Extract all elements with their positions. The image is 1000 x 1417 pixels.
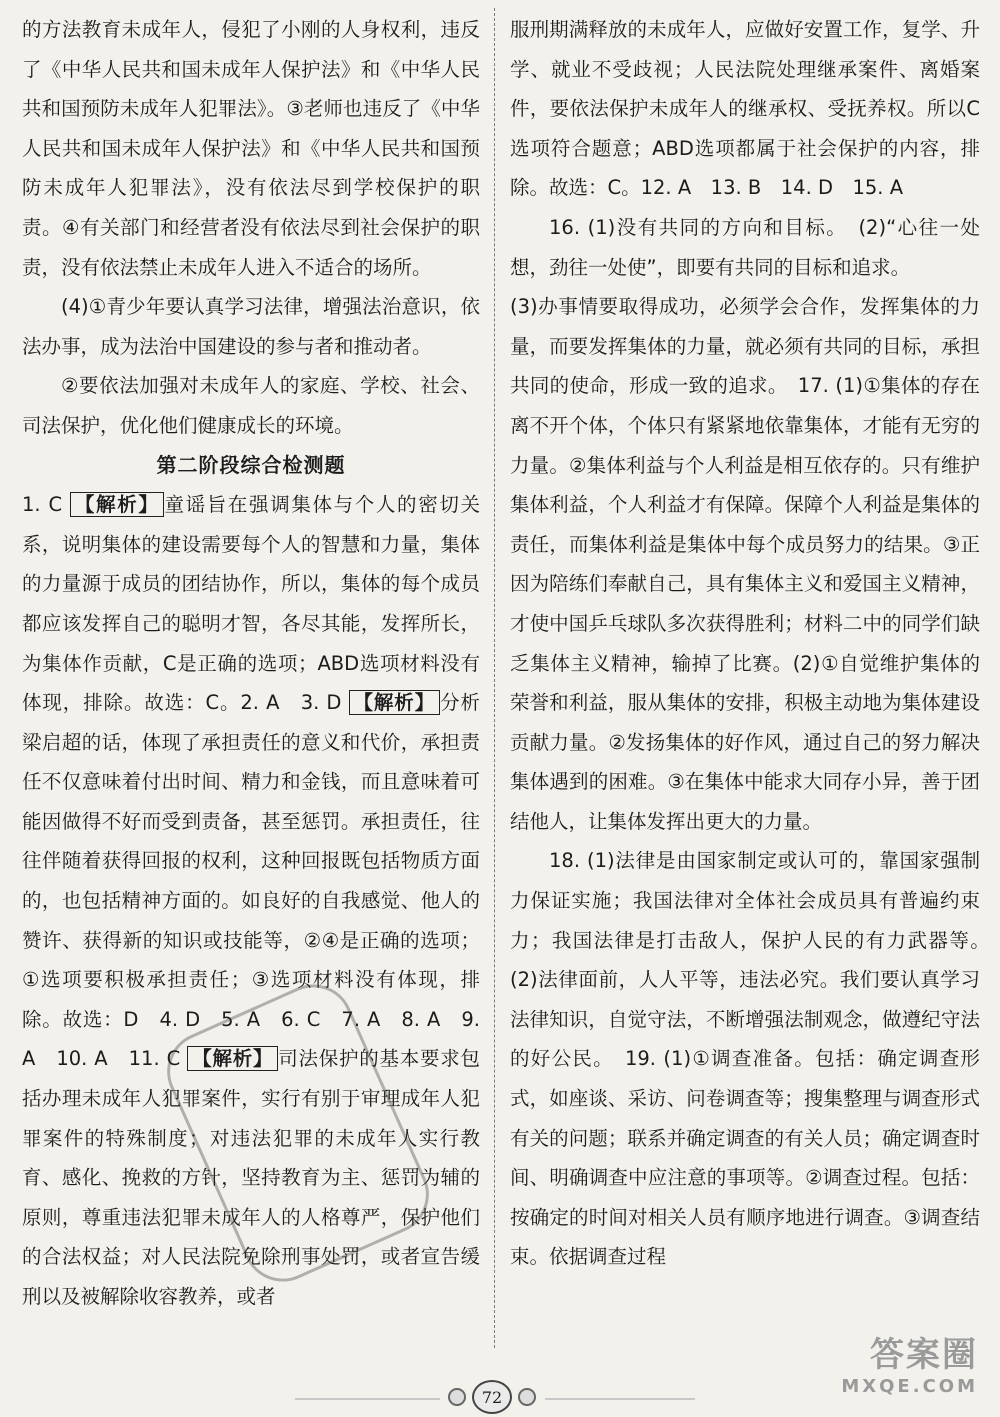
analysis-label: 【解析】 (349, 690, 441, 715)
page-number-badge (442, 1378, 542, 1416)
right-paragraph-1: 服刑期满释放的未成年人，应做好安置工作，复学、升学、就业不受歧视；人民法院处理继承案件、离婚案件，要依法保护未成年人的继承权、受抚养权。所以C选项符合题意；ABD选项都属于社会保护的内容，排除。故选：C。12. A 13. B 14. D 15. A (510, 18, 980, 200)
analysis-label: 【解析】 (187, 1046, 278, 1071)
watermark-url: MXQE.COM (841, 1376, 978, 1397)
footer-rule-left (295, 1398, 440, 1400)
column-divider (494, 8, 495, 1348)
question-3-text: 分析梁启超的话，体现了承担责任的意义和代价，承担责任不仅意味着付出时间、精力和金钱，而且意味着可能因做得不好而受到责备，甚至惩罚。承担责任，往往伴随着获得回报的权利，这种回报既包括物质方面的，也包括精神方面的。如良好的自我感觉、他人的赞许、获得新的知识或技能等，②④是正确的选项；①选项要积极承担责任；③选项材料没有体现，排除。故选：D 4. D 5. A 6. C 7. A 8. A 9. A 10. A 11. C (22, 691, 480, 1071)
right-paragraph-4: 18. (1)法律是由国家制定或认可的，靠国家强制力保证实施；我国法律对全体社会成员具有普遍约束力；我国法律是打击敌人，保护人民的有力武器等。 (2)法律面前，人人平等，违法必究。我们要认真学习法律知识，自觉守法，不断增强法制观念，做遵纪守法的好公民。 19. (1)①调查准备。包括：确定调查形式，如座谈、采访、问卷调查等；搜集整理与调查形式有关的问题；联系并确定调查的有关人员；确定调查时间、明确调查中应注意的事项等。②调查过程。包括：按确定的时间对相关人员有顺序地进行调查。③调查结束。依据调查过程 (510, 849, 1000, 1269)
analysis-label: 【解析】 (70, 492, 165, 517)
watermark-logo: 答案圈 (870, 1335, 978, 1375)
page-number: 72 (472, 1380, 512, 1414)
section-title: 第二阶段综合检测题 (156, 452, 346, 477)
left-paragraph-1: 的方法教育未成年人，侵犯了小刚的人身权利，违反了《中华人民共和国未成年人保护法》和《中华人民共和国预防未成年人犯罪法》。③老师也违反了《中华人民共和国未成年人保护法》和《中华人民共和国预防未成年人犯罪法》，没有依法尽到学校保护的职责。④有关部门和经营者没有依法尽到社会保护的职责，没有依法禁止未成年人进入不适合的场所。 (22, 18, 480, 279)
right-column (510, 10, 1000, 1277)
question-11-text: 司法保护的基本要求包括办理未成年人犯罪案件，实行有别于审理成年人犯罪案件的特殊制度；对违法犯罪的未成年人实行教育、感化、挽救的方针，坚持教育为主、惩罚为辅的原则，尊重违法犯罪未成年人的人格尊严，保护他们的合法权益；对人民法院免除刑事处罚，或者宣告缓刑以及被解除收容教养，或者 (22, 1047, 480, 1308)
left-paragraph-3: ②要依法加强对未成年人的家庭、学校、社会、司法保护，优化他们健康成长的环境。 (22, 374, 480, 437)
right-paragraph-3: (3)办事情要取得成功，必须学会合作，发挥集体的力量，而要发挥集体的力量，就必须有共同的目标，承担共同的使命，形成一致的追求。 17. (1)①集体的存在离不开个体，个体只有紧紧地依靠集体，才能有无穷的力量。②集体利益与个人利益是相互依存的。只有维护集体利益，个人利益才有保障。保障个人利益是集体的责任，而集体利益是集体中每个成员努力的结果。③正因为陪练们奉献自己，具有集体主义和爱国主义精神，才使中国乒乓球队多次获得胜利；材料二中的同学们缺乏集体主义精神，输掉了比赛。(2)①自觉维护集体的荣誉和利益，服从集体的安排，积极主动地为集体建设贡献力量。②发扬集体的好作风，通过自己的努力解决集体遇到的困难。③在集体中能求大同存小异，善于团结他人，让集体发挥出更大的力量。 (510, 295, 980, 833)
left-paragraph-2: (4)①青少年要认真学习法律，增强法治意识，依法办事，成为法治中国建设的参与者和推动者。 (22, 295, 480, 358)
ornament-icon (448, 1388, 466, 1406)
footer-rule-right (545, 1398, 695, 1400)
question-1-text: 童谣旨在强调集体与个人的密切关系，说明集体的建设需要每个人的智慧和力量，集体的力量源于成员的团结协作，所以，集体的每个成员都应该发挥自己的聪明才智，各尽其能，发挥所长，为集体作贡献，C是正确的选项；ABD选项材料没有体现，排除。故选：C。2. A 3. D (22, 493, 480, 715)
watermark (841, 1327, 978, 1397)
ornament-icon (518, 1388, 536, 1406)
right-paragraph-2: 16. (1)没有共同的方向和目标。 (2)“心往一处想，劲往一处使”，即要有共同的目标和追求。 (510, 215, 980, 279)
question-1-number: 1. C (22, 493, 63, 517)
